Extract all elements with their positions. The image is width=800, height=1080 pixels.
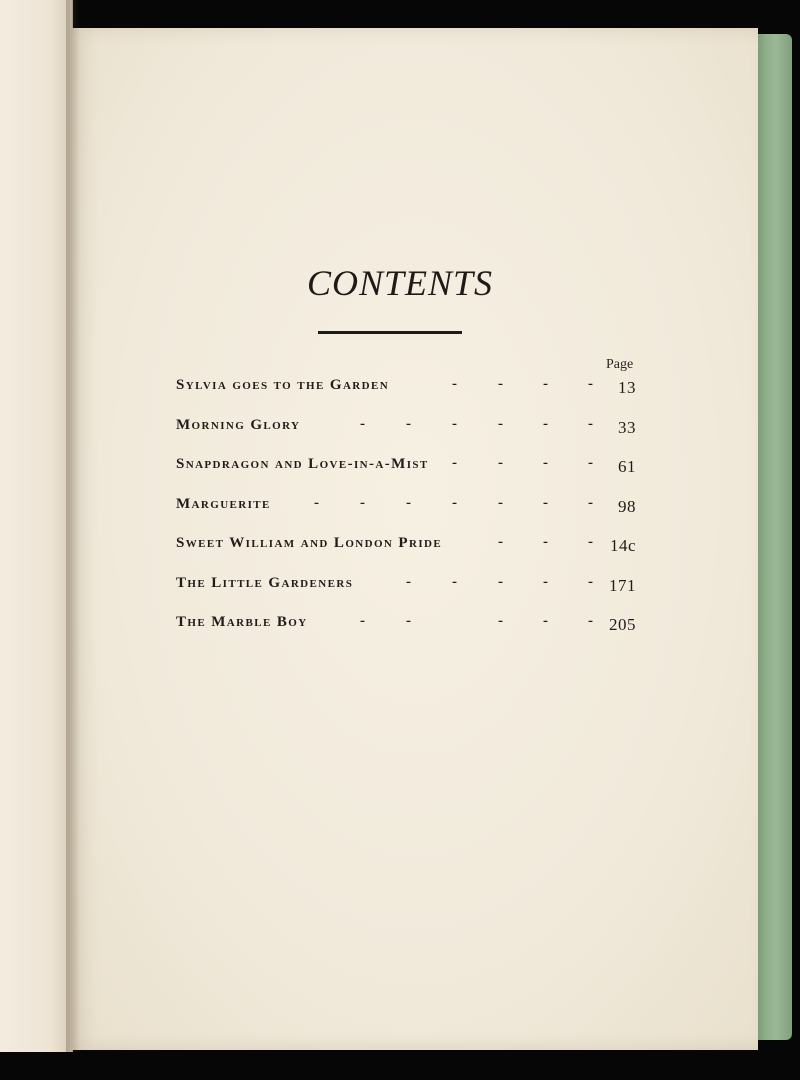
toc-page-number: 205 <box>609 615 636 634</box>
dot-leader: - - - - <box>452 376 593 392</box>
toc-entry-title: Snapdragon and Love-in-a-Mist <box>176 456 429 472</box>
toc-entry-title: Morning Glory <box>176 416 301 433</box>
toc-entry <box>176 453 646 493</box>
dot-leader: - - - - - - - <box>314 494 593 511</box>
dot-leader: - - - - - <box>360 613 593 629</box>
green-book-cover <box>752 34 792 1040</box>
contents-list <box>176 374 646 651</box>
toc-page-number: 14c <box>609 536 636 555</box>
toc-entry <box>176 572 646 612</box>
toc-entry <box>176 611 646 651</box>
toc-entry <box>176 374 646 414</box>
toc-page-number: 98 <box>618 496 636 516</box>
toc-page-number: 171 <box>609 575 636 595</box>
dot-leader: - - - - - <box>406 573 593 590</box>
toc-entry-title: Marguerite <box>176 495 271 512</box>
toc-entry-title: Sweet William and London Pride <box>176 535 443 551</box>
toc-entry-title: The Little Gardeners <box>176 574 354 591</box>
dot-leader: - - - - <box>452 455 593 471</box>
dot-leader: - - - - - - <box>360 415 593 432</box>
heading-rule <box>318 331 462 334</box>
toc-entry <box>176 532 646 572</box>
toc-page-number: 13 <box>618 378 636 397</box>
toc-entry-title: Sylvia goes to the Garden <box>176 377 390 393</box>
book-gutter-shadow <box>66 0 80 1052</box>
toc-page-number: 33 <box>618 417 636 437</box>
toc-entry-title: The Marble Boy <box>176 614 308 630</box>
toc-entry <box>176 493 646 533</box>
dot-leader: - - - <box>498 534 593 550</box>
contents-heading: CONTENTS <box>306 263 494 303</box>
toc-page-number: 61 <box>618 457 636 476</box>
toc-entry <box>176 414 646 454</box>
page-column-label: Page <box>606 357 634 372</box>
left-page-edge <box>0 0 73 1052</box>
